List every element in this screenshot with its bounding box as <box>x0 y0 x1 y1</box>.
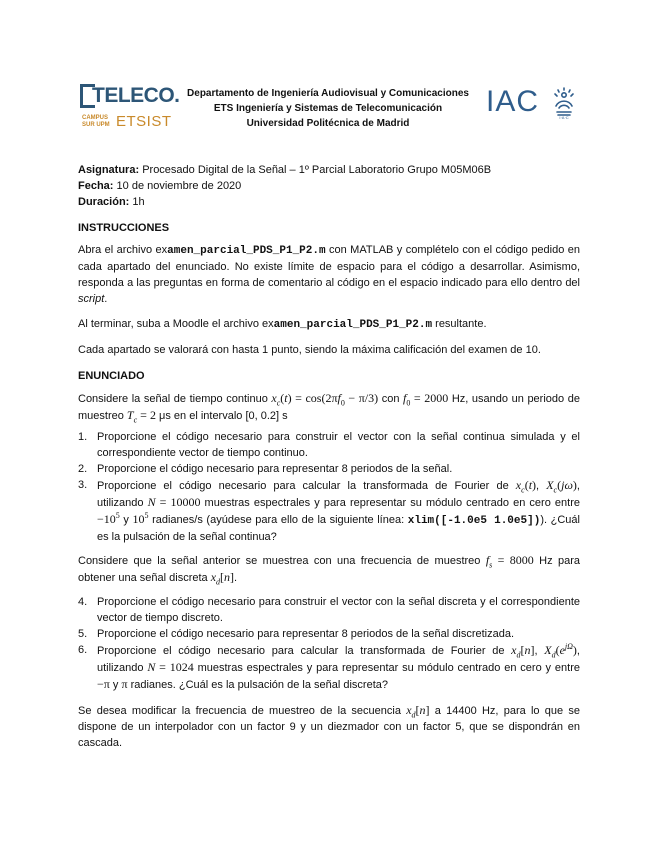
question-item: 3. Proporcione el código necesario para calcular la transformada de Fourier de $x_c(t)$, $X_c(j\omega)$, utilizando N = 10000 muestras espectrales y para representar su módulo centrado en cero entre $-10^5$ y $10^5$ radianes/s (ayúdese para ello de la siguiente línea: xlim([-1.0e5 1.0e5])). ¿Cuál es la pulsación de la señal continua? <box>78 478 580 543</box>
teleco-logo-text: TELECO. <box>92 84 180 107</box>
duration-line: Duración: 1h <box>78 196 145 208</box>
upm-crest-icon <box>550 86 578 120</box>
instructions-paragraph-2: Al terminar, suba a Moodle el archivo examen_parcial_PDS_P1_P2.m resultante. <box>78 318 487 331</box>
etsist-logo-text: ETSIST <box>116 113 172 130</box>
statement-heading: ENUNCIADO <box>78 370 145 382</box>
teleco-etsist-logo <box>80 82 180 134</box>
instructions-paragraph-3: Cada apartado se valorará con hasta 1 punto, siendo la máxima calificación del examen de 10. <box>78 344 541 356</box>
svg-text:I·A·C: I·A·C <box>559 115 569 120</box>
exam-filename: amen_parcial_PDS_P1_P2.m <box>273 319 433 331</box>
instructions-paragraph-1: Abra el archivo examen_parcial_PDS_P1_P2.m con MATLAB y complételo con el código pedido en cada apartado del enunciado. No existe límite de espacio para el código a desarrollar. Asimismo, responda a las preguntas en forma de comentario al código en el espacio indicado para ello dentro del script. <box>78 244 581 305</box>
department-name: Departamento de Ingeniería Audiovisual y Comunicaciones <box>187 88 469 99</box>
statement-middle: Considere que la señal anterior se muestrea con una frecuencia de muestreo $f_s = 8000$ Hz para obtener una señal discreta $x_d[n]$. <box>78 553 580 587</box>
exam-content <box>78 162 580 751</box>
instructions-heading: INSTRUCCIONES <box>78 222 170 234</box>
question-list-1 <box>78 429 580 545</box>
date-line: Fecha: 10 de noviembre de 2020 <box>78 180 242 192</box>
exam-filename: amen_parcial_PDS_P1_P2.m <box>167 245 326 257</box>
statement-intro: Considere la señal de tiempo continuo $x_c(t) = \cos(2\pi f_0 - \pi/3)$ con $f_0 = 2000$ Hz, usando un periodo de muestreo $T_c = 2$ μs en el intervalo [0, 0.2] s <box>78 391 580 425</box>
university-name: Universidad Politécnica de Madrid <box>246 118 410 129</box>
question-list-2 <box>78 594 580 693</box>
question-item: 2. Proporcione el código necesario para representar 8 periodos de la señal. <box>78 463 453 475</box>
institution-header <box>180 86 476 131</box>
school-name: ETS Ingeniería y Sistemas de Telecomunicación <box>213 103 443 114</box>
xlim-code: xlim([-1.0e5 1.0e5]) <box>407 515 541 527</box>
question-item: 1. Proporcione el código necesario para construir el vector con la señal continua simulada y el correspondiente vector de tiempo continuo. <box>78 431 580 459</box>
subject-line: Asignatura: Procesado Digital de la Señal – 1º Parcial Laboratorio Grupo M05M06B <box>78 164 492 176</box>
question-item: 5. Proporcione el código necesario para representar 8 periodos de la señal discretizada. <box>78 628 515 640</box>
iac-logo-text: IAC <box>486 85 540 118</box>
statement-end: Se desea modificar la frecuencia de muestreo de la secuencia $x_d[n]$ a 14400 Hz, para lo que se dispone de un interpolador con un factor 9 y un diezmador con un factor 5, que se dispondrán en cascada. <box>78 703 581 749</box>
question-item: 6. Proporcione el código necesario para calcular la transformada de Fourier de $x_d[n]$, $X_d(e^{j\Omega})$, utilizando N = 1024 muestras espectrales y para representar su módulo centrado en cero y entre −π y π radianes. ¿Cuál es la pulsación de la señal discreta? <box>78 642 580 691</box>
campus-label: CAMPUS SUR UPM <box>82 115 110 128</box>
question-item: 4. Proporcione el código necesario para construir el vector con la señal discreta y el correspondiente vector de tiempo discreto. <box>78 596 580 624</box>
iac-logo <box>486 84 582 124</box>
